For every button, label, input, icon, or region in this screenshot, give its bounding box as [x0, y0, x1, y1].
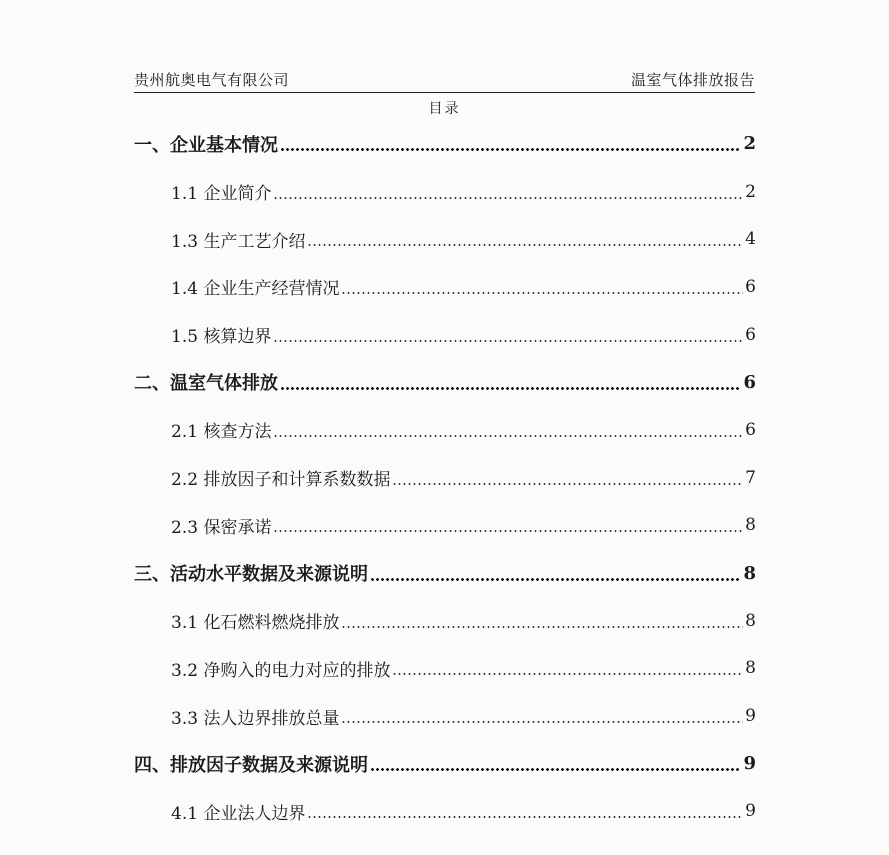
- toc-entry-page-number: 8: [743, 562, 756, 584]
- toc-dot-leader: [392, 483, 743, 485]
- toc-entry-label: 3.2 净购入的电力对应的排放: [171, 660, 391, 681]
- toc-title: 目录: [428, 101, 461, 117]
- toc-entry-label: 三、活动水平数据及来源说明: [134, 564, 368, 586]
- toc-subsection-entry[interactable]: [134, 788, 756, 836]
- toc-entry-page-number: 9: [745, 706, 756, 727]
- toc-dot-leader: [273, 435, 743, 437]
- toc-dot-leader: [307, 816, 743, 818]
- toc-subsection-entry[interactable]: [134, 454, 756, 502]
- toc-entry-page-number: 9: [743, 753, 756, 775]
- toc-subsection-entry[interactable]: [134, 502, 756, 550]
- toc-dot-leader: [307, 244, 743, 246]
- toc-dot-leader: [341, 721, 743, 723]
- toc-entry-page-number: 6: [743, 371, 756, 393]
- toc-entry-page-number: 8: [745, 658, 756, 679]
- toc-entry-page-number: 2: [743, 133, 756, 155]
- toc-entry-page-number: 8: [745, 515, 756, 536]
- toc-entry-page-number: 8: [745, 610, 756, 631]
- toc-dot-leader: [273, 197, 743, 199]
- toc-entry-label: 3.3 法人边界排放总量: [171, 708, 340, 729]
- toc-entry-page-number: 9: [745, 801, 756, 822]
- toc-dot-leader: [370, 578, 741, 581]
- toc-entry-label: 4.1 企业法人边界: [171, 803, 306, 824]
- toc-entry-page-number: 6: [745, 419, 756, 440]
- toc-dot-leader: [273, 530, 743, 532]
- toc-entry-page-number: 4: [745, 229, 756, 250]
- toc-entry-label: 一、企业基本情况: [134, 134, 278, 156]
- toc-dot-leader: [280, 148, 741, 151]
- toc-subsection-entry[interactable]: [134, 406, 756, 454]
- toc-dot-leader: [273, 340, 743, 342]
- toc-subsection-entry[interactable]: [134, 597, 756, 645]
- toc-entry-label: 1.5 核算边界: [171, 327, 272, 348]
- toc-section-entry[interactable]: [134, 358, 756, 406]
- table-of-contents: [134, 120, 756, 835]
- toc-dot-leader: [280, 387, 741, 390]
- toc-subsection-entry[interactable]: [134, 645, 756, 693]
- toc-subsection-entry[interactable]: [134, 692, 756, 740]
- toc-entry-label: 2.1 核查方法: [171, 422, 272, 443]
- toc-dot-leader: [341, 626, 743, 628]
- toc-subsection-entry[interactable]: [134, 168, 756, 216]
- header-report-title: 温室气体排放报告: [630, 71, 755, 89]
- toc-section-entry[interactable]: [134, 740, 756, 788]
- toc-subsection-entry[interactable]: [134, 215, 756, 263]
- toc-entry-label: 2.2 排放因子和计算系数数据: [171, 470, 391, 491]
- toc-section-entry[interactable]: [134, 549, 756, 597]
- toc-subsection-entry[interactable]: [134, 311, 756, 359]
- toc-section-entry[interactable]: [134, 120, 756, 168]
- header-company-name: 贵州航奥电气有限公司: [134, 71, 290, 89]
- toc-entry-label: 1.3 生产工艺介绍: [171, 231, 306, 252]
- toc-entry-page-number: 2: [745, 181, 756, 202]
- toc-entry-label: 二、温室气体排放: [134, 373, 278, 395]
- toc-entry-label: 2.3 保密承诺: [171, 517, 272, 538]
- toc-entry-label: 3.1 化石燃料燃烧排放: [171, 613, 340, 634]
- toc-entry-label: 1.1 企业简介: [171, 184, 272, 205]
- toc-entry-page-number: 6: [745, 276, 756, 297]
- toc-dot-leader: [392, 673, 743, 675]
- toc-entry-page-number: 7: [745, 467, 756, 488]
- toc-dot-leader: [341, 292, 743, 294]
- page-header: [134, 70, 755, 93]
- toc-dot-leader: [370, 768, 741, 771]
- toc-entry-label: 四、排放因子数据及来源说明: [134, 754, 368, 776]
- toc-subsection-entry[interactable]: [134, 263, 756, 311]
- toc-entry-page-number: 6: [745, 324, 756, 345]
- toc-entry-label: 1.4 企业生产经营情况: [171, 279, 340, 300]
